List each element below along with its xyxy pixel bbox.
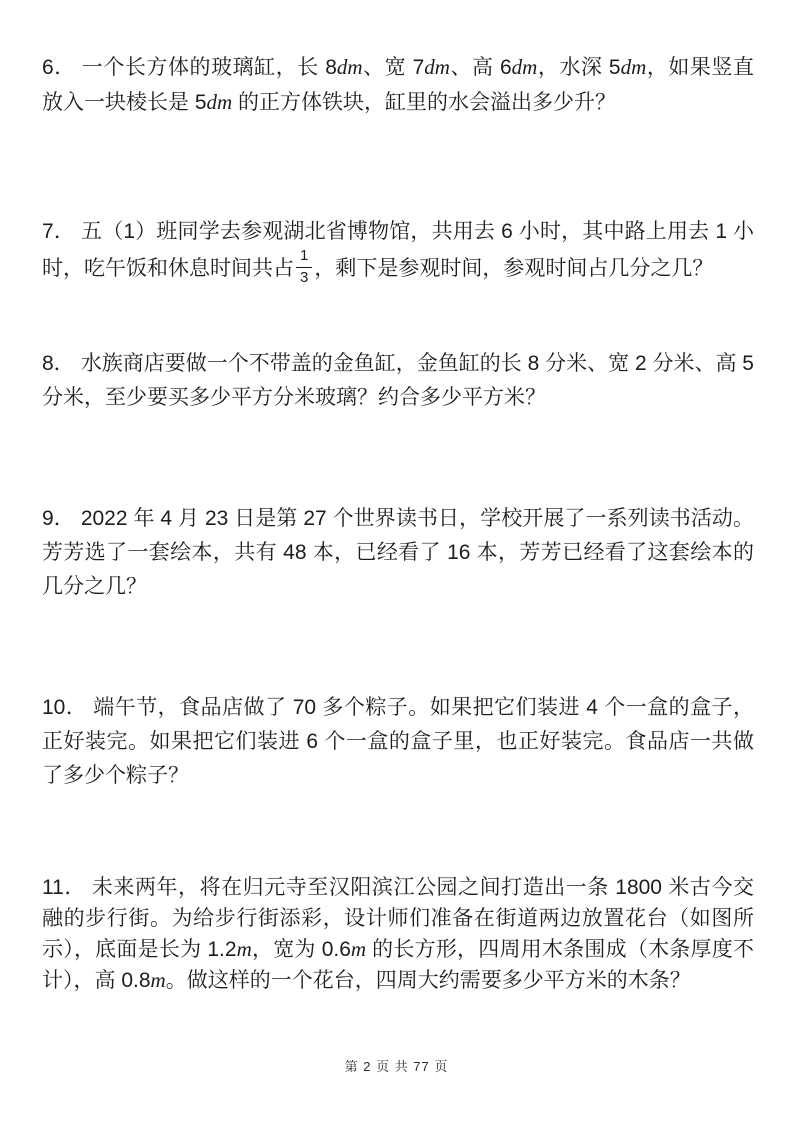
unit-dm: dm xyxy=(511,55,538,79)
problem-9-number: 9． xyxy=(42,506,75,530)
problem-6-number: 6． xyxy=(42,56,76,79)
problem-8 xyxy=(42,347,754,415)
text-run: 一个长方体的玻璃缸，长 8 xyxy=(81,56,337,79)
page-number-indicator: 第 2 页 共 77 页 xyxy=(344,1059,449,1074)
text-run: ，如果竖直放入一块棱长是 5 xyxy=(42,56,755,114)
text-run: 的长方形，四周用木条围成（木条厚度不计），高 0.8 xyxy=(42,937,755,992)
problem-6 xyxy=(42,50,754,120)
unit-dm: dm xyxy=(336,55,363,79)
text-run: ，宽为 0.6 xyxy=(251,937,351,961)
fraction-one-third xyxy=(296,247,312,288)
fraction-denominator: 3 xyxy=(300,268,309,286)
text-run: 五（1）班同学去参观湖北省博物馆，共用去 6 小时，其中路上用去 1 小时，吃午饭和休息时间共占 xyxy=(42,220,755,280)
fraction-numerator: 1 xyxy=(296,247,312,268)
text-run: 、高 6 xyxy=(449,56,512,79)
problem-7 xyxy=(42,215,754,290)
problem-10 xyxy=(42,691,754,793)
problem-10-number: 10． xyxy=(42,695,88,719)
text-run: 、宽 7 xyxy=(362,56,425,79)
unit-m: m xyxy=(150,967,166,992)
text-run: 端午节，食品店做了 70 多个粽子。如果把它们装进 4 个一盒的盒子，正好装完。如果把它们装进 6 个一盒的盒子里，也正好装完。食品店一共做了多少个粽子？ xyxy=(42,695,755,787)
problem-7-number: 7． xyxy=(42,220,76,243)
problem-9 xyxy=(42,502,754,604)
unit-m: m xyxy=(236,936,252,961)
unit-dm: dm xyxy=(620,55,647,79)
unit-dm: dm xyxy=(424,55,450,79)
text-run: 未来两年，将在归元寺至汉阳滨江公园之间打造出一条 1800 米古今交融的步行街。为给步行街添彩，设计师们准备在街道两边放置花台（如图所示），底面是长为 1.2 xyxy=(42,875,754,961)
problem-8-number: 8． xyxy=(42,351,75,375)
page-footer xyxy=(0,1056,793,1075)
unit-dm: dm xyxy=(206,90,233,114)
text-run: ，剩下是参观时间，参观时间占几分之几？ xyxy=(314,256,714,280)
problems-list xyxy=(42,50,754,996)
problem-11-number: 11． xyxy=(42,875,86,899)
problem-11 xyxy=(42,872,754,996)
text-run: 的正方体铁块，缸里的水会溢出多少升？ xyxy=(232,91,617,114)
text-run: 2022 年 4 月 23 日是第 27 个世界读书日，学校开展了一系列读书活动。芳芳选了一套绘本，共有 48 本，已经看了 16 本，芳芳已经看了这套绘本的几分之几？ xyxy=(42,506,754,598)
text-run: ，水深 5 xyxy=(537,56,621,79)
text-run: 水族商店要做一个不带盖的金鱼缸，金鱼缸的长 8 分米、宽 2 分米、高 5 分米，至少要买多少平方分米玻璃？约合多少平方米？ xyxy=(42,351,754,409)
unit-m: m xyxy=(350,936,367,961)
text-run: 。做这样的一个花台，四周大约需要多少平方米的木条？ xyxy=(165,968,691,992)
